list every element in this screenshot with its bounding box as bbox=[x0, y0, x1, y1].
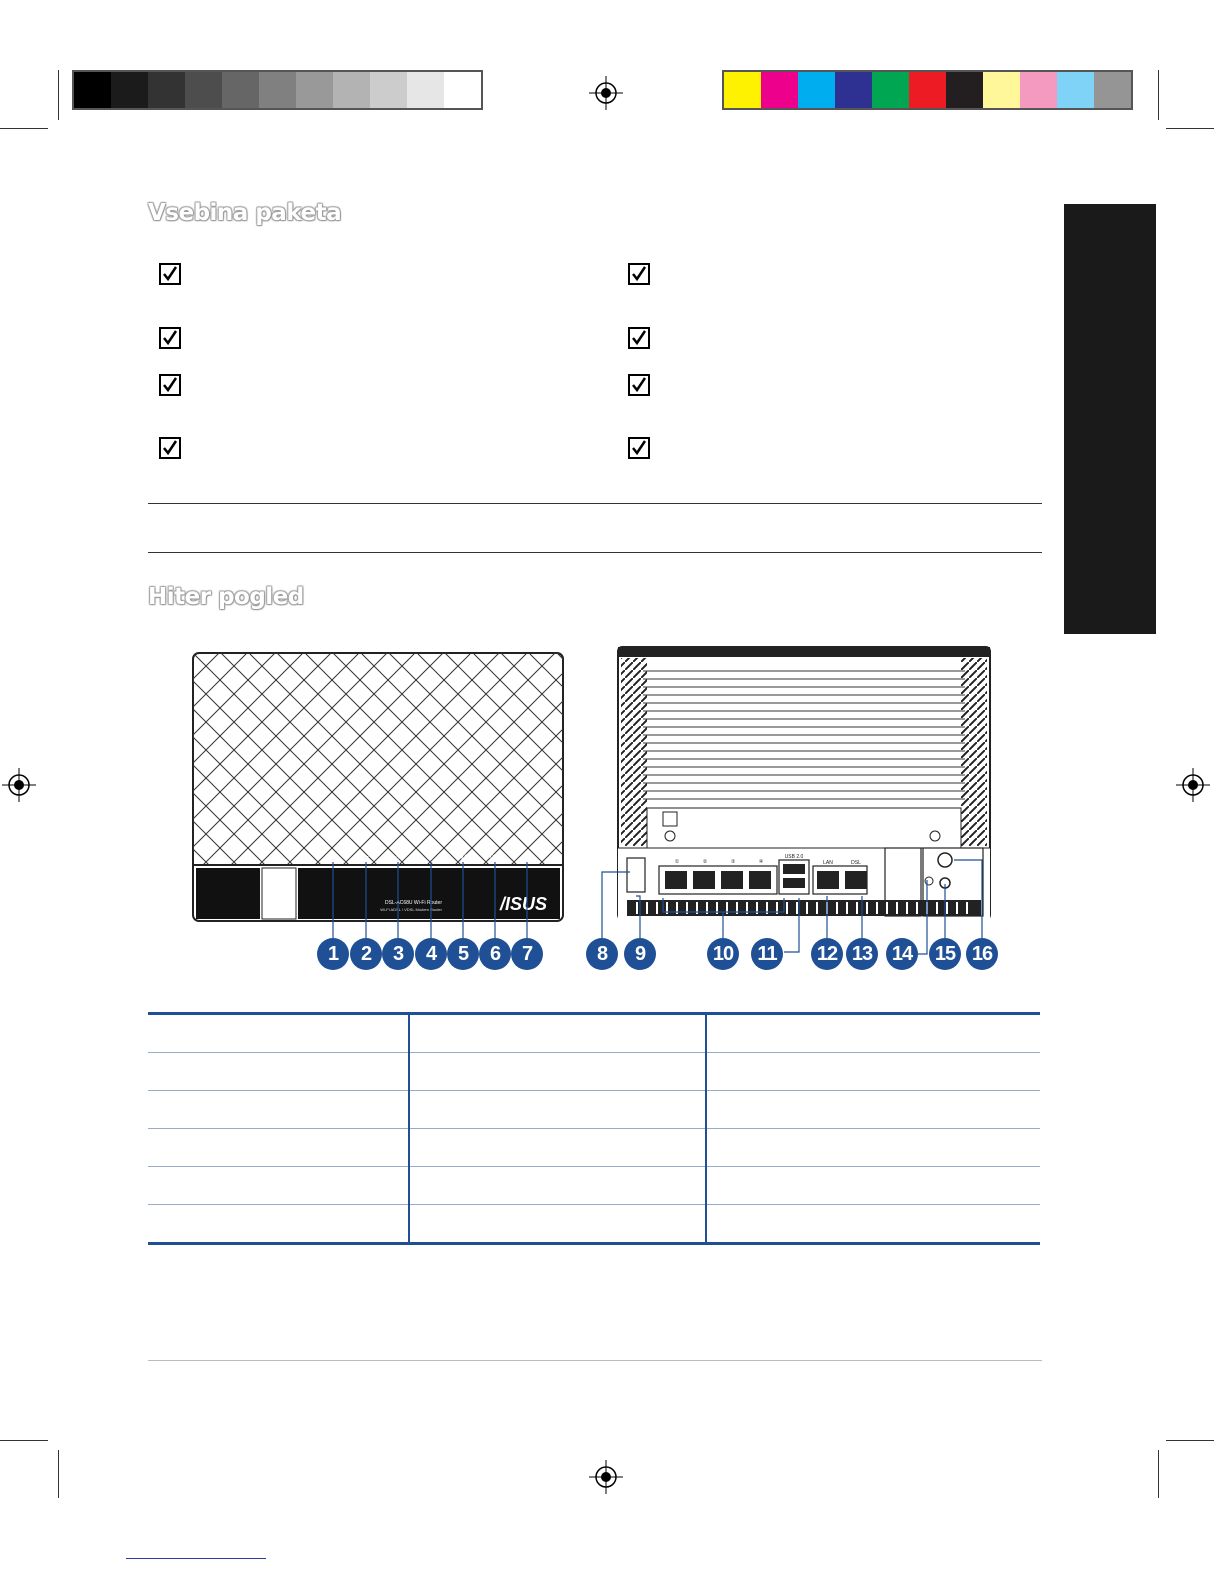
svg-text:〽: 〽 bbox=[330, 855, 337, 861]
table-row bbox=[148, 1129, 1040, 1167]
table-row bbox=[148, 1167, 1040, 1205]
callout-7: 7 bbox=[511, 938, 543, 970]
svg-text:USB 2.0: USB 2.0 bbox=[784, 854, 804, 860]
callout-11: 11 bbox=[751, 938, 783, 970]
callout-6: 6 bbox=[479, 938, 511, 970]
callout-1: 1 bbox=[317, 938, 349, 970]
callout-15: 15 bbox=[929, 938, 961, 970]
callout-5: 5 bbox=[447, 938, 479, 970]
section-title-package-contents: Vsebina paketa bbox=[148, 200, 342, 226]
svg-text:WAN: WAN bbox=[458, 855, 472, 861]
table-row bbox=[148, 1205, 1040, 1244]
svg-text:③: ③ bbox=[730, 859, 736, 865]
callout-12: 12 bbox=[811, 938, 843, 970]
svg-text:⏻: ⏻ bbox=[524, 855, 529, 861]
svg-text:②: ② bbox=[702, 859, 708, 865]
callout-4: 4 bbox=[415, 938, 447, 970]
callout-2: 2 bbox=[350, 938, 382, 970]
callout-13: 13 bbox=[846, 938, 878, 970]
svg-text:DSL-AC68U Wi-Fi Router: DSL-AC68U Wi-Fi Router bbox=[385, 900, 442, 906]
callout-14: 14 bbox=[886, 938, 918, 970]
table-row bbox=[148, 1014, 1040, 1053]
callout-16: 16 bbox=[966, 938, 998, 970]
svg-text:⌂: ⌂ bbox=[395, 855, 399, 861]
table-row bbox=[148, 1053, 1040, 1091]
svg-text:/ISUS: /ISUS bbox=[499, 894, 547, 914]
svg-text:DSL: DSL bbox=[851, 860, 861, 866]
svg-text:⇆: ⇆ bbox=[364, 855, 370, 861]
svg-text:DSL: DSL bbox=[490, 855, 502, 861]
svg-text:①: ① bbox=[674, 859, 680, 865]
table-row bbox=[148, 1091, 1040, 1129]
legend-table bbox=[148, 1012, 1040, 1245]
footer-rule bbox=[148, 1360, 1042, 1361]
svg-text:LAN: LAN bbox=[823, 860, 833, 866]
callout-3: 3 bbox=[382, 938, 414, 970]
section-title-quick-look: Hiter pogled bbox=[148, 584, 304, 610]
svg-text:④: ④ bbox=[758, 859, 764, 865]
callout-8: 8 bbox=[586, 938, 618, 970]
svg-text:⚲: ⚲ bbox=[428, 855, 433, 861]
svg-text:Wi-Fi ADSL / VDSL Modem Router: Wi-Fi ADSL / VDSL Modem Router bbox=[380, 907, 442, 912]
callout-9: 9 bbox=[624, 938, 656, 970]
callout-10: 10 bbox=[707, 938, 739, 970]
